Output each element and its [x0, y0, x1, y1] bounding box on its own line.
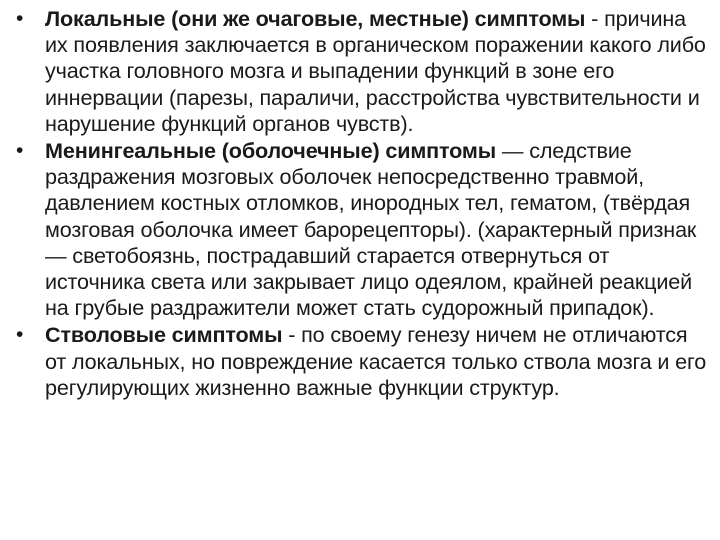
- bullet-dot-icon: •: [16, 323, 24, 347]
- bullet-term: Стволовые симптомы: [45, 322, 283, 348]
- bullet-item-stem-symptoms: [16, 322, 708, 401]
- bullet-dot-icon: •: [16, 7, 24, 30]
- bullet-text: - по своему генезу ничем не отличаются от локальных, но повреждение касается только ствола мозга и его регулирующих жизненно важные функции структур.: [45, 322, 707, 400]
- bullet-dot-icon: •: [16, 139, 24, 163]
- bullet-item-meningeal-symptoms: [16, 138, 708, 321]
- bullet-text: — следствие раздражения мозговых оболочек непосредственно травмой, давлением костных отломков, инородных тел, гематом, (твёрдая мозговая оболочка имеет барорецепторы). (характерный признак — светобоязнь, пострадавший старается отвернуться от источника света или закрывает лицо одеялом, крайней реакцией на грубые раздражители может стать судорожный припадок).: [45, 138, 697, 321]
- bullet-text: - причина их появления заключается в органическом поражении какого либо участка головного мозга и выпадении функций в зоне его иннервации (парезы, параличи, расстройства чувствительности и нарушение функций органов чувств).: [45, 6, 706, 136]
- bullet-list: [16, 6, 708, 402]
- bullet-term: Менингеальные (оболочечные) симптомы: [45, 138, 497, 164]
- bullet-term: Локальные (они же очаговые, местные) симптомы: [45, 6, 586, 31]
- bullet-item-local-symptoms: [16, 6, 708, 137]
